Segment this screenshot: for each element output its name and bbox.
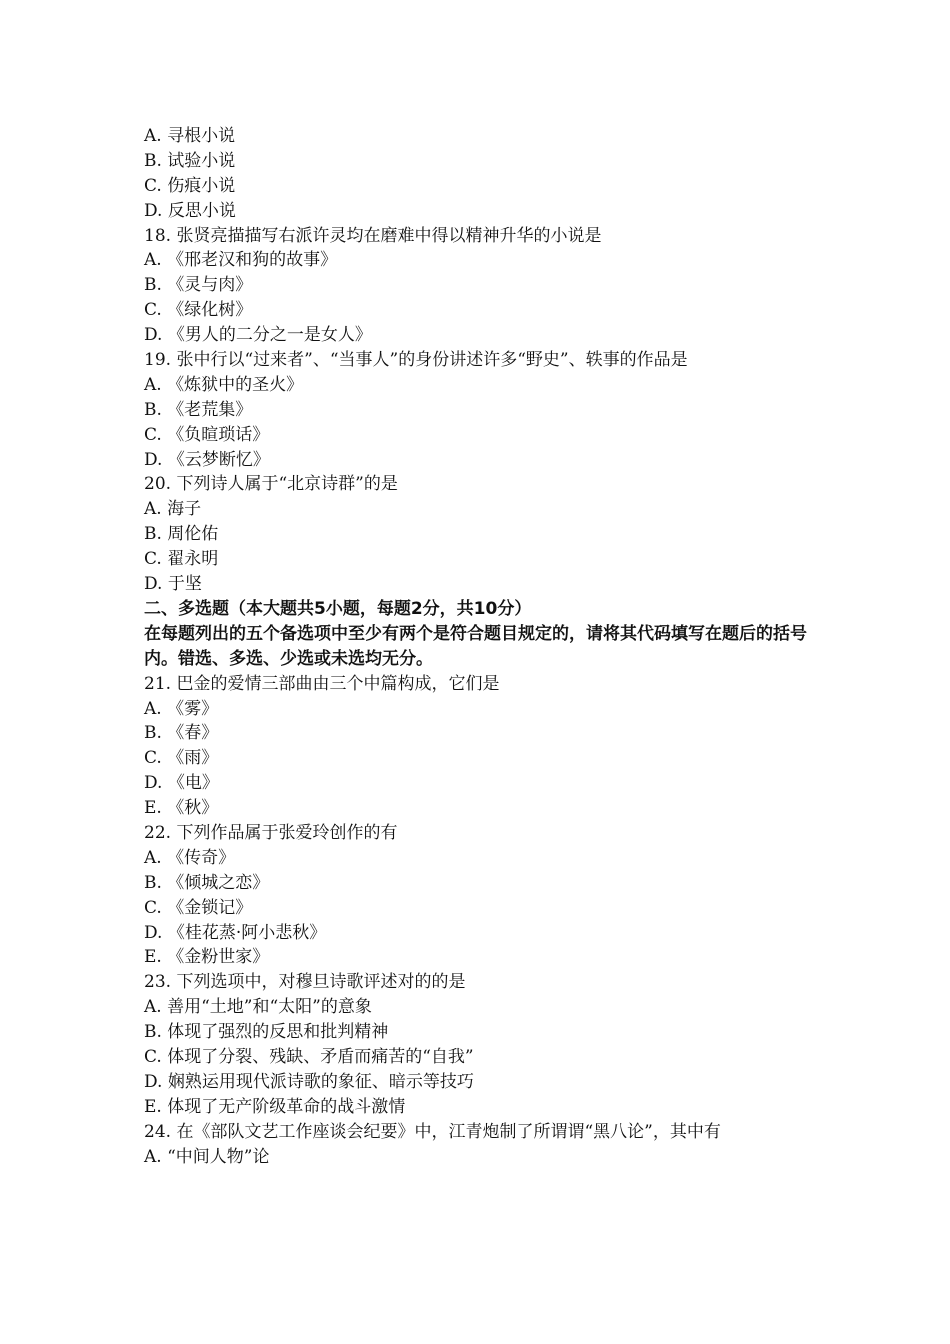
question-18	[144, 224, 814, 348]
option-19d: D. 《云梦断忆》	[144, 449, 270, 470]
option-18d: D. 《男人的二分之一是女人》	[144, 325, 372, 346]
option-21a: A. 《雾》	[144, 698, 219, 719]
option-17d: D. 反思小说	[144, 200, 236, 221]
option-21e: E. 《秋》	[144, 798, 219, 819]
section-title: 二、多选题（本大题共5小题，每题2分，共10分）	[144, 598, 532, 619]
option-22d: D. 《桂花蒸·阿小悲秋》	[144, 922, 327, 943]
option-17c: C. 伤痕小说	[144, 175, 236, 196]
question-stem: 20. 下列诗人属于“北京诗群”的是	[144, 474, 398, 495]
option-21b: B. 《春》	[144, 723, 219, 744]
option-24a: A. “中间人物”论	[144, 1146, 270, 1167]
question-22	[144, 821, 814, 970]
option-20c: C. 翟永明	[144, 549, 219, 570]
question-23	[144, 970, 814, 1119]
option-19b: B. 《老荒集》	[144, 399, 253, 420]
option-20d: D. 于坚	[144, 574, 202, 595]
option-22a: A. 《传奇》	[144, 847, 236, 868]
option-23b: B. 体现了强烈的反思和批判精神	[144, 1022, 389, 1043]
question-20	[144, 472, 814, 596]
option-22c: C. 《金锁记》	[144, 897, 253, 918]
option-18b: B. 《灵与肉》	[144, 275, 253, 296]
option-23e: E. 体现了无产阶级革命的战斗激情	[144, 1096, 406, 1117]
question-stem: 22. 下列作品属于张爱玲创作的有	[144, 822, 398, 843]
option-18c: C. 《绿化树》	[144, 300, 253, 321]
option-19c: C. 《负暄琐话》	[144, 424, 270, 445]
question-stem: 24. 在《部队文艺工作座谈会纪要》中，江青炮制了所谓谓“黑八论”，其中有	[144, 1121, 721, 1142]
section-instructions: 在每题列出的五个备选项中至少有两个是符合题目规定的，请将其代码填写在题后的括号内。错选、多选、少选或未选均无分。	[144, 623, 807, 669]
section-2-header	[144, 597, 814, 672]
option-21d: D. 《电》	[144, 773, 219, 794]
option-20a: A. 海子	[144, 499, 202, 520]
question-stem: 19. 张中行以“过来者”、“当事人”的身份讲述许多“野史”、轶事的作品是	[144, 350, 688, 371]
option-22e: E. 《金粉世家》	[144, 947, 270, 968]
option-18a: A. 《邢老汉和狗的故事》	[144, 250, 338, 271]
question-19	[144, 348, 814, 472]
option-20b: B. 周伦佑	[144, 524, 219, 545]
question-24	[144, 1120, 814, 1170]
question-stem: 18. 张贤亮描描写右派许灵均在磨难中得以精神升华的小说是	[144, 225, 602, 246]
question-17-options	[144, 124, 814, 224]
question-21	[144, 672, 814, 821]
option-23a: A. 善用“土地”和“太阳”的意象	[144, 997, 372, 1018]
option-23d: D. 娴熟运用现代派诗歌的象征、暗示等技巧	[144, 1071, 474, 1092]
option-19a: A. 《炼狱中的圣火》	[144, 374, 304, 395]
option-23c: C. 体现了分裂、残缺、矛盾而痛苦的“自我”	[144, 1047, 474, 1067]
question-stem: 23. 下列选项中，对穆旦诗歌评述对的的是	[144, 972, 466, 993]
question-stem: 21. 巴金的爱情三部曲由三个中篇构成，它们是	[144, 673, 500, 694]
exam-page	[144, 124, 814, 1169]
option-22b: B. 《倾城之恋》	[144, 872, 270, 893]
option-17b: B. 试验小说	[144, 150, 236, 171]
option-21c: C. 《雨》	[144, 748, 219, 769]
option-17a: A. 寻根小说	[144, 126, 236, 146]
